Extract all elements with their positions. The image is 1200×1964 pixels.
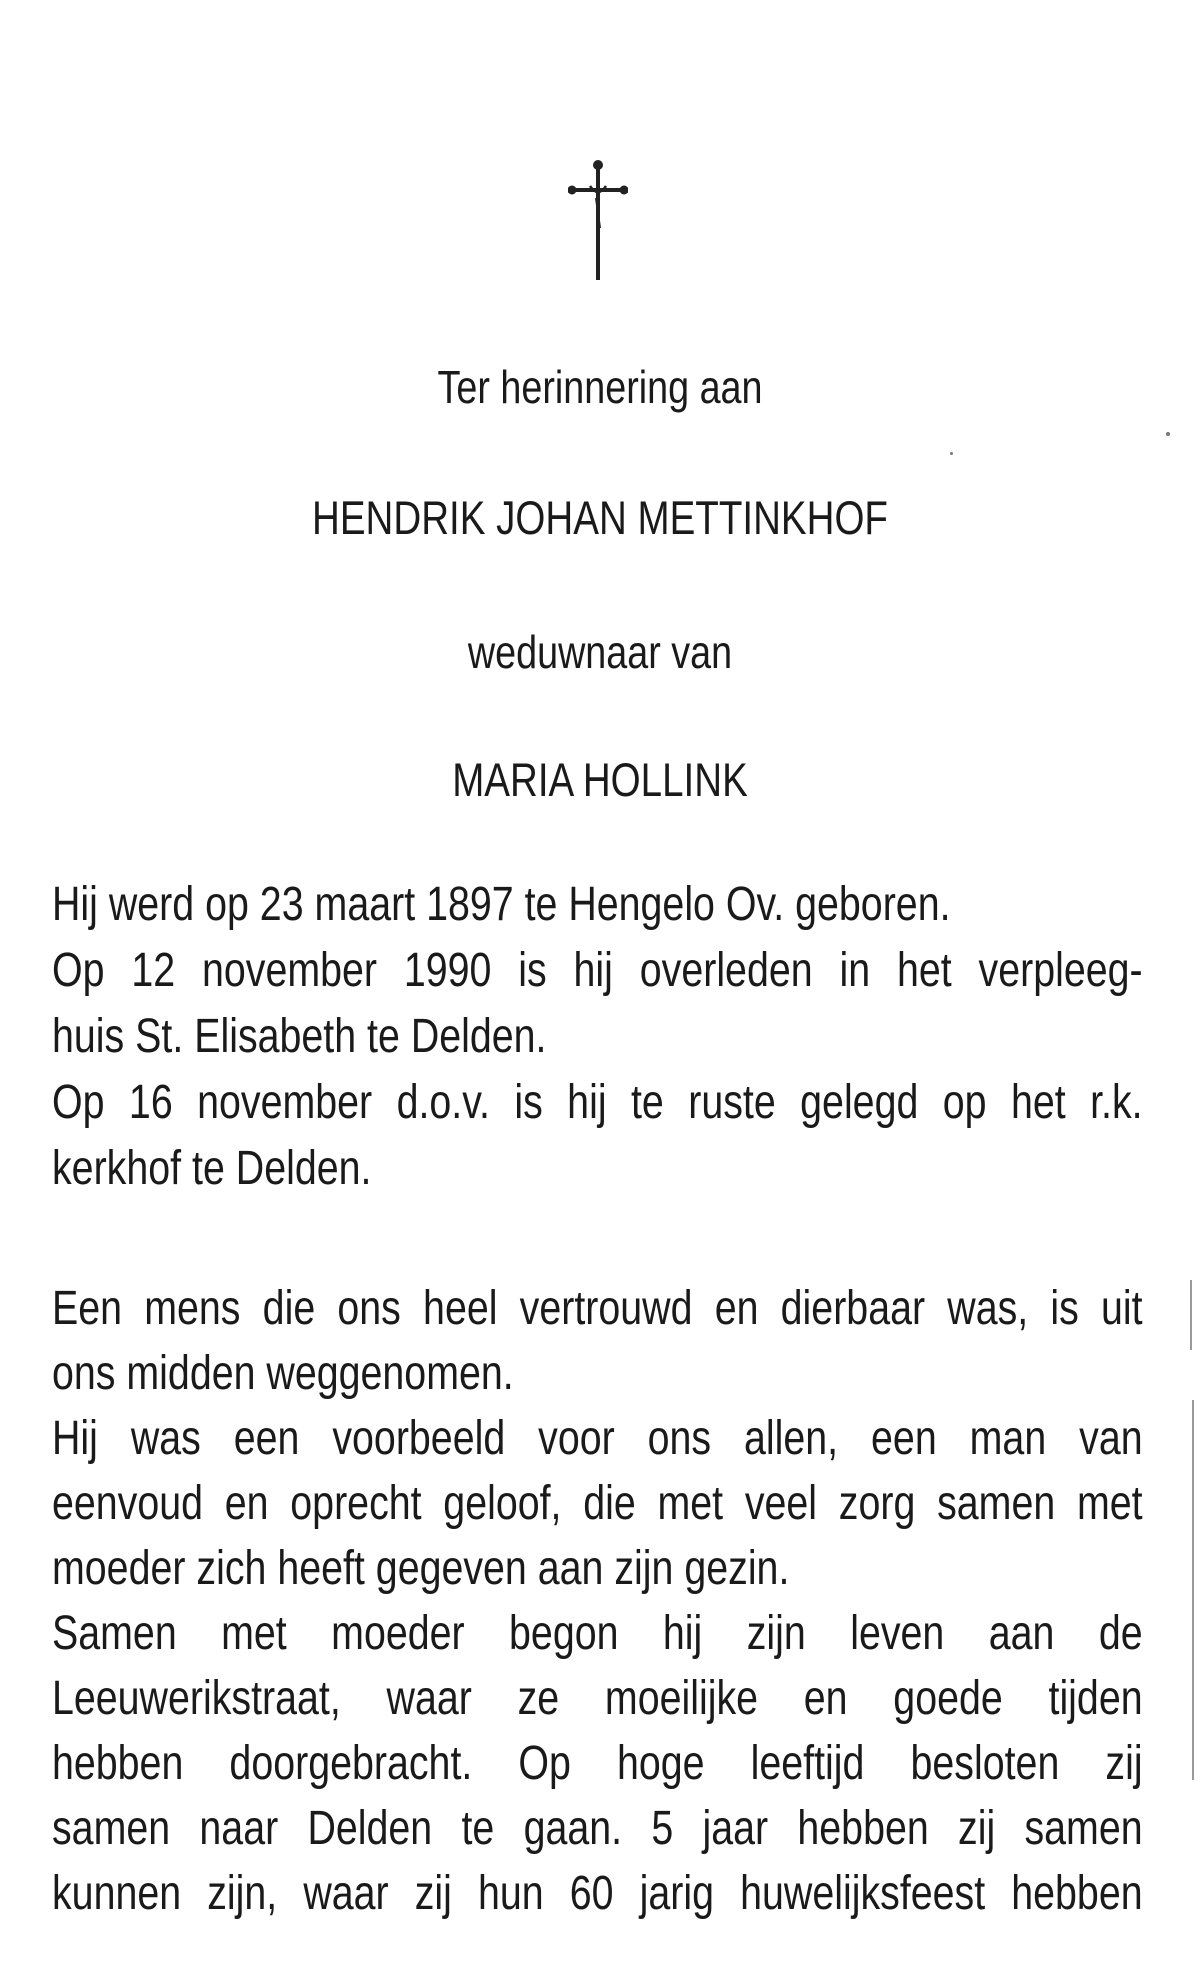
biography-line: kerkhof te Delden.	[52, 1142, 372, 1195]
scan-edge-mark	[1192, 1400, 1194, 1780]
card-heading: Ter herinnering aan	[437, 361, 763, 413]
biography-line: Op 16 november d.o.v. is hij te ruste gelegd op het r.k.	[52, 1076, 1143, 1129]
scan-speck	[1166, 432, 1170, 436]
tribute-line: Hij was een voorbeeld voor ons allen, een man van	[52, 1412, 1143, 1465]
spouse-name: MARIA HOLLINK	[452, 753, 748, 806]
tribute-line: Leeuwerikstraat, waar ze moeilijke en goede tijden	[52, 1672, 1143, 1725]
tribute-line: ons midden weggenomen.	[52, 1347, 514, 1400]
latin-cross-icon	[568, 158, 628, 283]
tribute-line: Samen met moeder begon hij zijn leven aan de	[52, 1607, 1143, 1660]
tribute-line: samen naar Delden te gaan. 5 jaar hebben zij samen	[52, 1802, 1143, 1855]
biography-paragraph	[52, 872, 1143, 1202]
biography-line: huis St. Elisabeth te Delden.	[52, 1010, 547, 1063]
deceased-name: HENDRIK JOHAN METTINKHOF	[312, 491, 888, 544]
tribute-line: moeder zich heeft gegeven aan zijn gezin.	[52, 1542, 790, 1595]
scan-edge-mark	[1190, 1280, 1192, 1350]
scan-speck	[950, 452, 953, 455]
tribute-line: Een mens die ons heel vertrouwd en dierbaar was, is uit	[52, 1282, 1143, 1335]
relation-text: weduwnaar van	[467, 626, 733, 678]
tribute-line: eenvoud en oprecht geloof, die met veel zorg samen met	[52, 1477, 1143, 1530]
biography-line: Op 12 november 1990 is hij overleden in het verpleeg-	[52, 944, 1143, 997]
tribute-paragraph	[52, 1276, 1143, 1926]
tribute-line: hebben doorgebracht. Op hoge leeftijd besloten zij	[52, 1737, 1143, 1790]
tribute-line: kunnen zijn, waar zij hun 60 jarig huwelijksfeest hebben	[52, 1867, 1143, 1920]
biography-line: Hij werd op 23 maart 1897 te Hengelo Ov. geboren.	[52, 878, 951, 931]
